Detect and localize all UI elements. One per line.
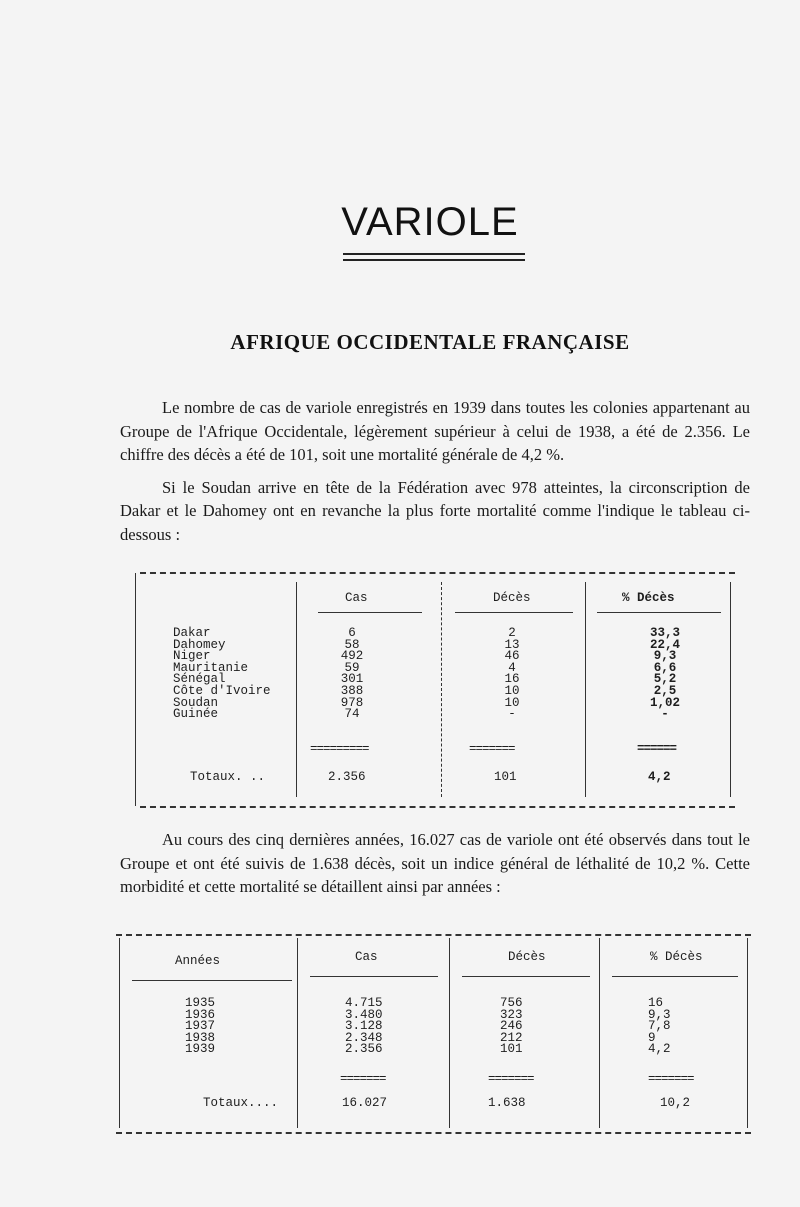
separator-pct: ====== [637, 742, 677, 756]
table-row-name: Sénégal [173, 672, 226, 687]
table-cell-pct: 1,02 [649, 695, 680, 710]
table-cell-cas: 2.348 [345, 1030, 383, 1045]
table-cell-pct: 6,6 [653, 660, 677, 675]
separator-cas: ======= [340, 1072, 386, 1086]
table-cell-deces: 756 [500, 996, 523, 1010]
header-deces: Décès [493, 591, 531, 605]
header-annees: Années [175, 954, 221, 968]
table-cell-cas: 978 [340, 695, 364, 710]
title-underline-top [343, 253, 525, 255]
header-underline [318, 612, 422, 613]
table-cell-year: 1935 [185, 996, 216, 1010]
table-cell-deces: 10 [504, 695, 520, 710]
pct-column [648, 998, 671, 1056]
table-cell-year: 1939 [185, 1042, 216, 1057]
column-divider [297, 938, 298, 1128]
table-cell-cas: 6 [348, 626, 356, 640]
table-cell-cas: 388 [340, 683, 364, 698]
table-cell-year: 1938 [185, 1030, 216, 1045]
header-pct-deces: % Décès [650, 950, 703, 964]
totals-label: Totaux. .. [190, 770, 266, 784]
table-cell-cas: 58 [344, 637, 360, 652]
totals-pct: 4,2 [648, 770, 671, 784]
table-row-name: Guinée [173, 707, 219, 722]
table-cell-deces: 46 [504, 649, 520, 664]
header-cas: Cas [355, 950, 378, 964]
header-underline [132, 980, 292, 981]
header-underline [462, 976, 590, 977]
table-cell-deces: 16 [504, 672, 520, 687]
pct-column [640, 628, 690, 721]
table-row-name: Dahomey [173, 637, 226, 652]
column-divider [296, 582, 297, 797]
totals-label: Totaux.... [203, 1096, 279, 1110]
separator-pct: ======= [648, 1072, 694, 1086]
table-cell-deces: - [508, 707, 516, 722]
table-cell-deces: 13 [504, 637, 520, 652]
paragraph-3: Au cours des cinq dernières années, 16.027 cas de variole ont été observés dans tout le Groupe et ont été suivis de 1.638 décès, soit un indice général de léthalité de 10,2 %. Cette morbidité et cette mortalité se détaillent ainsi par années : [120, 830, 750, 896]
header-cas: Cas [345, 591, 368, 605]
table-cell-year: 1937 [185, 1019, 216, 1034]
column-divider [585, 582, 586, 797]
table-row-name: Dakar [173, 626, 211, 640]
table-cell-deces: 2 [508, 626, 516, 640]
table-cell-cas: 3.480 [345, 1007, 383, 1022]
table-row-name: Soudan [173, 695, 219, 710]
column-divider [599, 938, 600, 1128]
table-cell-cas: 301 [340, 672, 364, 687]
deces-column [490, 628, 534, 721]
totals-deces: 1.638 [488, 1096, 526, 1110]
paragraph-1: Le nombre de cas de variole enregistrés en 1939 dans toutes les colonies appartenant au Groupe de l'Afrique Occidentale, légèrement supérieur à celui de 1938, a été de 2.356. Le chiffre des décès a été de 101, soit une mortalité générale de 4,2 %. [120, 398, 750, 464]
table-cell-cas: 74 [344, 707, 360, 722]
totals-cas: 2.356 [328, 770, 366, 784]
totals-pct: 10,2 [660, 1096, 691, 1110]
deces-column [500, 998, 523, 1056]
totals-deces: 101 [494, 770, 517, 784]
table-cell-pct: 5,2 [653, 672, 677, 687]
separator-cas: ========= [310, 742, 369, 756]
section-subtitle: AFRIQUE OCCIDENTALE FRANÇAISE [230, 330, 630, 354]
paragraph-2: Si le Soudan arrive en tête de la Fédération avec 978 atteintes, la circonscription de Dakar et le Dahomey ont en revanche la plus forte mortalité comme l'indique le tableau ci-dessous : [120, 477, 750, 544]
table-cell-deces: 246 [500, 1019, 523, 1034]
header-underline [597, 612, 721, 613]
table-cell-pct: 9 [648, 1030, 656, 1045]
table-border-bottom [116, 1132, 751, 1134]
cas-column [345, 998, 383, 1056]
table-border-right [747, 938, 748, 1128]
table-cell-pct: 9,3 [653, 649, 677, 664]
table-cell-deces: 212 [500, 1030, 523, 1045]
separator-deces: ======= [488, 1072, 534, 1086]
table-cell-cas: 492 [340, 649, 364, 664]
header-underline [612, 976, 738, 977]
separator-deces: ======= [469, 742, 515, 756]
intro-text [120, 396, 750, 546]
years-column [185, 998, 215, 1056]
title-underline-bottom [343, 259, 525, 261]
table-cell-deces: 101 [500, 1042, 523, 1057]
table-border-left [135, 573, 136, 806]
header-pct-deces: % Décès [622, 591, 675, 605]
totals-cas: 16.027 [342, 1096, 388, 1110]
table-border-left [119, 938, 120, 1128]
table-cell-pct: 9,3 [648, 1007, 671, 1022]
table-cell-pct: 22,4 [649, 637, 680, 652]
table-row-name: Mauritanie [173, 660, 249, 675]
table-border-top [140, 572, 735, 574]
table-cell-cas: 4.715 [345, 996, 383, 1010]
table-cell-cas: 59 [344, 660, 360, 675]
cas-column [328, 628, 376, 721]
table-cell-pct: 2,5 [653, 683, 677, 698]
table-cell-pct: - [661, 707, 669, 722]
column-divider [441, 582, 442, 797]
table-cell-year: 1936 [185, 1007, 216, 1022]
header-underline [455, 612, 573, 613]
table-row-name: Côte d'Ivoire [173, 683, 271, 698]
header-underline [310, 976, 438, 977]
table-cell-pct: 16 [648, 996, 664, 1010]
colony-names-column [173, 628, 271, 721]
table-cell-deces: 10 [504, 683, 520, 698]
table-row-name: Niger [173, 649, 211, 664]
table-border-right [730, 582, 731, 797]
table-cell-pct: 4,2 [648, 1042, 671, 1057]
table-cell-deces: 4 [508, 660, 516, 675]
page-title: VARIOLE [341, 200, 519, 244]
table-border-bottom [140, 806, 735, 808]
column-divider [449, 938, 450, 1128]
table-cell-deces: 323 [500, 1007, 523, 1022]
header-deces: Décès [508, 950, 546, 964]
table-cell-cas: 3.128 [345, 1019, 383, 1034]
table-cell-pct: 33,3 [649, 626, 680, 640]
table-cell-cas: 2.356 [345, 1042, 383, 1057]
table-border-top [116, 934, 751, 936]
table-cell-pct: 7,8 [648, 1019, 671, 1034]
middle-text [120, 828, 750, 899]
